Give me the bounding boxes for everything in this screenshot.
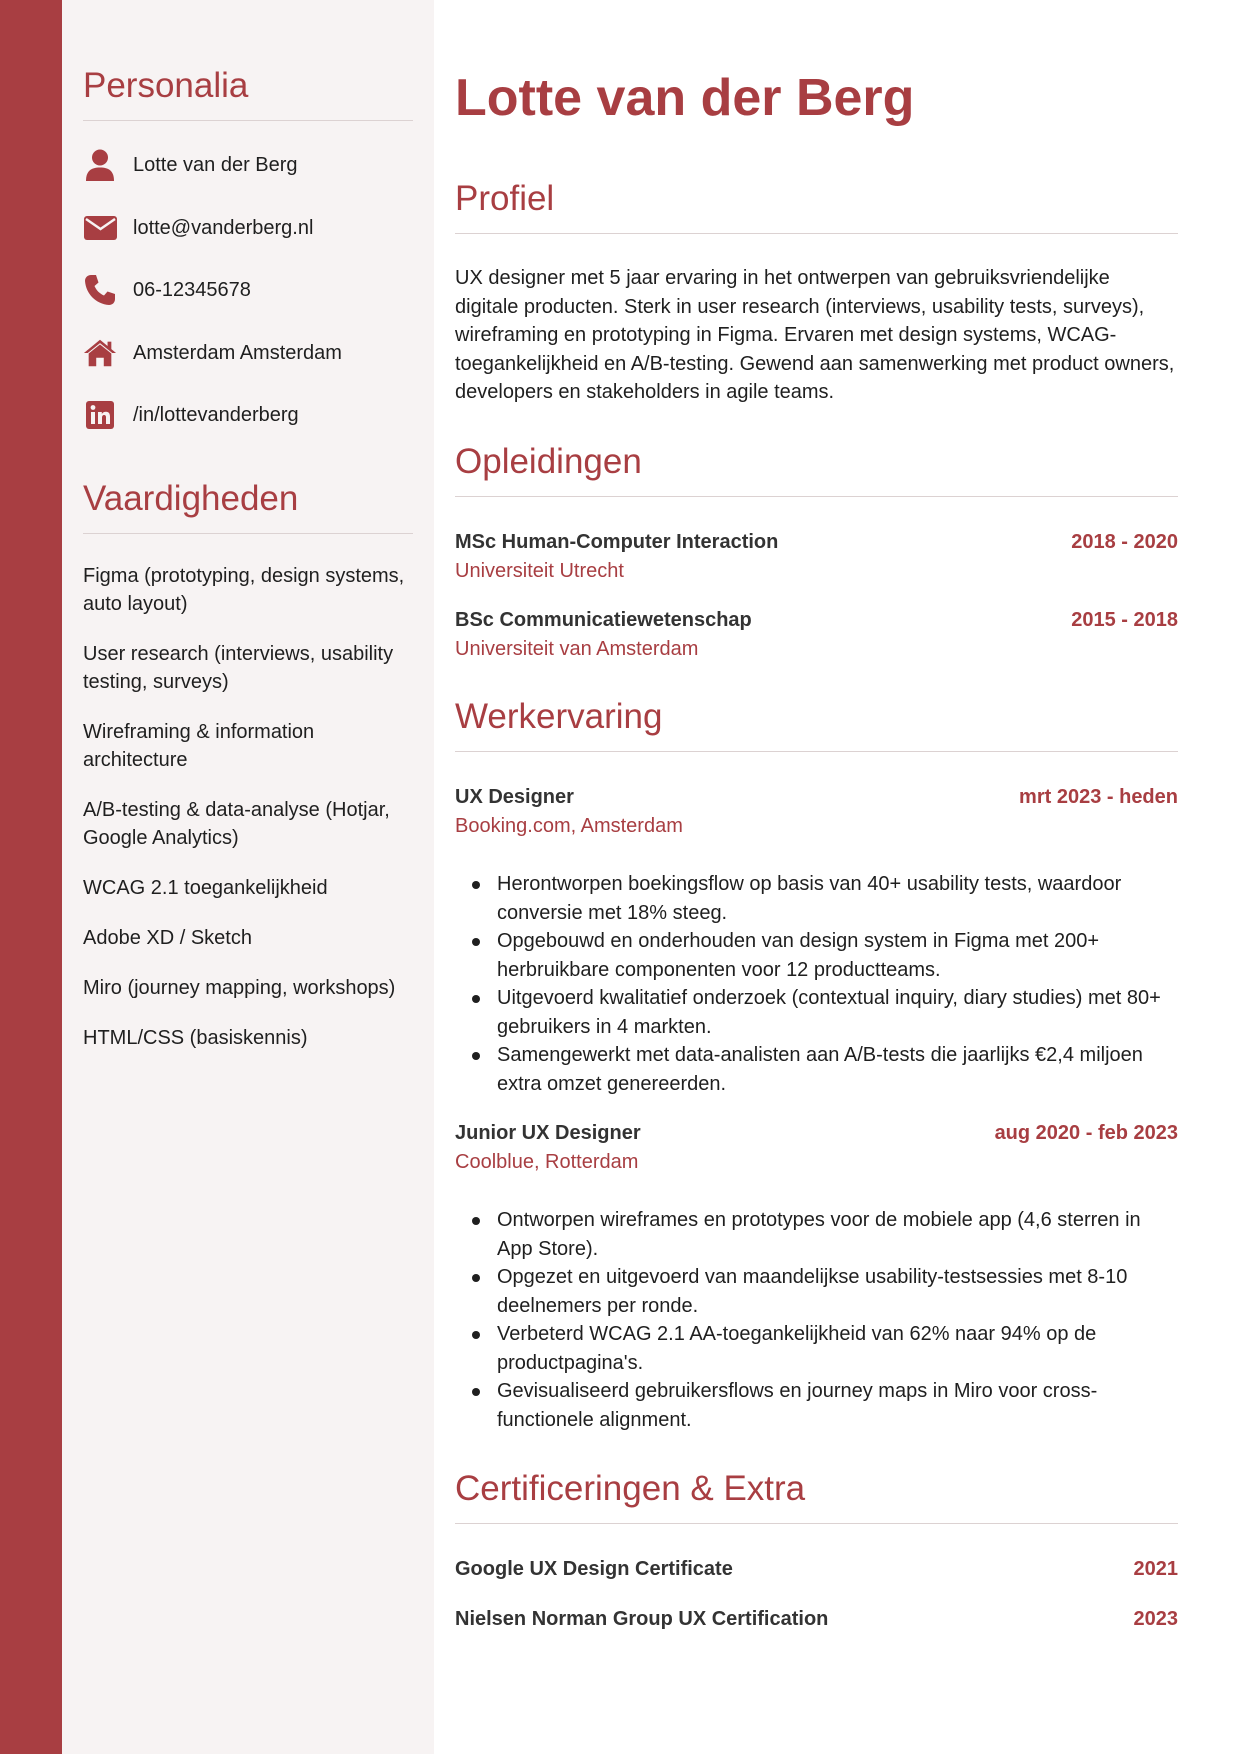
profile-heading: Profiel xyxy=(455,179,1178,234)
skills-list xyxy=(83,562,413,1074)
certification-year: 2023 xyxy=(1133,1608,1178,1630)
envelope-icon xyxy=(83,211,117,245)
education-heading: Opleidingen xyxy=(455,442,1178,497)
job-bullet: Ontworpen wireframes en prototypes voor de mobiele app (4,6 sterren in App Store). xyxy=(455,1206,1178,1263)
job-title: UX Designer xyxy=(455,786,574,808)
education-school: Universiteit van Amsterdam xyxy=(455,638,699,660)
job-bullet: Herontworpen boekingsflow op basis van 40+ usability tests, waardoor conversie met 18% steeg. xyxy=(455,870,1178,927)
contact-linkedin-text: /in/lottevanderberg xyxy=(133,403,299,426)
linkedin-icon xyxy=(83,398,117,432)
accent-stripe xyxy=(0,0,62,1754)
job-period: aug 2020 - feb 2023 xyxy=(994,1122,1178,1144)
skills-heading: Vaardigheden xyxy=(83,479,413,534)
job-title: Junior UX Designer xyxy=(455,1122,641,1144)
job-bullet: Gevisualiseerd gebruikersflows en journey maps in Miro voor cross-functionele alignment. xyxy=(455,1377,1178,1434)
resume-name: Lotte van der Berg xyxy=(455,69,915,127)
job-bullet: Uitgevoerd kwalitatief onderzoek (contextual inquiry, diary studies) met 80+ gebruikers in 4 markten. xyxy=(455,984,1178,1041)
skill-item: HTML/CSS (basiskennis) xyxy=(83,1027,308,1049)
skill-item: User research (interviews, usability testing, surveys) xyxy=(83,643,394,693)
education-degree: MSc Human-Computer Interaction xyxy=(455,531,779,553)
contact-address-text: Amsterdam Amsterdam xyxy=(133,341,342,364)
job-bullet: Opgezet en uitgevoerd van maandelijkse usability-testsessies met 8-10 deelnemers per ronde. xyxy=(455,1263,1178,1320)
skill-item: Figma (prototyping, design systems, auto layout) xyxy=(83,565,405,615)
skill-item: A/B-testing & data-analyse (Hotjar, Google Analytics) xyxy=(83,799,390,849)
certification-name: Nielsen Norman Group UX Certification xyxy=(455,1608,829,1630)
certifications-heading: Certificeringen & Extra xyxy=(455,1469,1178,1524)
job-entry xyxy=(455,1122,1178,1145)
contact-name-text: Lotte van der Berg xyxy=(133,153,298,176)
contact-phone[interactable] xyxy=(83,270,413,310)
experience-heading: Werkervaring xyxy=(455,697,1178,752)
job-bullet: Verbeterd WCAG 2.1 AA-toegankelijkheid van 62% naar 94% op de productpagina's. xyxy=(455,1320,1178,1377)
education-entry xyxy=(455,609,1178,632)
certification-year: 2021 xyxy=(1133,1558,1178,1580)
contact-address xyxy=(83,333,413,373)
contact-phone-text: 06-12345678 xyxy=(133,278,251,301)
education-period: 2018 - 2020 xyxy=(1071,531,1178,553)
home-icon xyxy=(83,336,117,370)
education-period: 2015 - 2018 xyxy=(1071,609,1178,631)
personalia-heading: Personalia xyxy=(83,66,413,121)
skill-item: Wireframing & information architecture xyxy=(83,721,315,771)
job-company: Coolblue, Rotterdam xyxy=(455,1151,639,1173)
skill-item: Miro (journey mapping, workshops) xyxy=(83,977,396,999)
sidebar xyxy=(62,0,434,1754)
phone-icon xyxy=(83,273,117,307)
skill-item: WCAG 2.1 toegankelijkheid xyxy=(83,877,328,899)
education-school: Universiteit Utrecht xyxy=(455,560,624,582)
skill-item: Adobe XD / Sketch xyxy=(83,927,252,949)
education-entry xyxy=(455,531,1178,554)
job-bullet: Opgebouwd en onderhouden van design system in Figma met 200+ herbruikbare componenten voor 12 productteams. xyxy=(455,927,1178,984)
job-bullets xyxy=(455,1206,1178,1434)
job-bullets xyxy=(455,870,1178,1098)
certification-entry xyxy=(455,1558,1178,1581)
contact-email-text: lotte@vanderberg.nl xyxy=(133,216,314,239)
profile-text: UX designer met 5 jaar ervaring in het ontwerpen van gebruiksvriendelijke digitale producten. Sterk in user research (interviews, usability tests, surveys), wireframing en prototyping in Figma. Ervaren met design systems, WCAG-toegankelijkheid en A/B-testing. Gewend aan samenwerking met product owners, developers en stakeholders in agile teams. xyxy=(455,267,1175,403)
certification-name: Google UX Design Certificate xyxy=(455,1558,733,1580)
education-degree: BSc Communicatiewetenschap xyxy=(455,609,752,631)
contact-name xyxy=(83,145,413,185)
certification-entry xyxy=(455,1608,1178,1631)
job-entry xyxy=(455,786,1178,809)
user-icon xyxy=(83,148,117,182)
job-bullet: Samengewerkt met data-analisten aan A/B-tests die jaarlijks €2,4 miljoen extra omzet genereerden. xyxy=(455,1041,1178,1098)
job-company: Booking.com, Amsterdam xyxy=(455,815,683,837)
job-period: mrt 2023 - heden xyxy=(1019,786,1178,808)
contact-email[interactable] xyxy=(83,208,413,248)
contact-linkedin[interactable] xyxy=(83,395,413,435)
